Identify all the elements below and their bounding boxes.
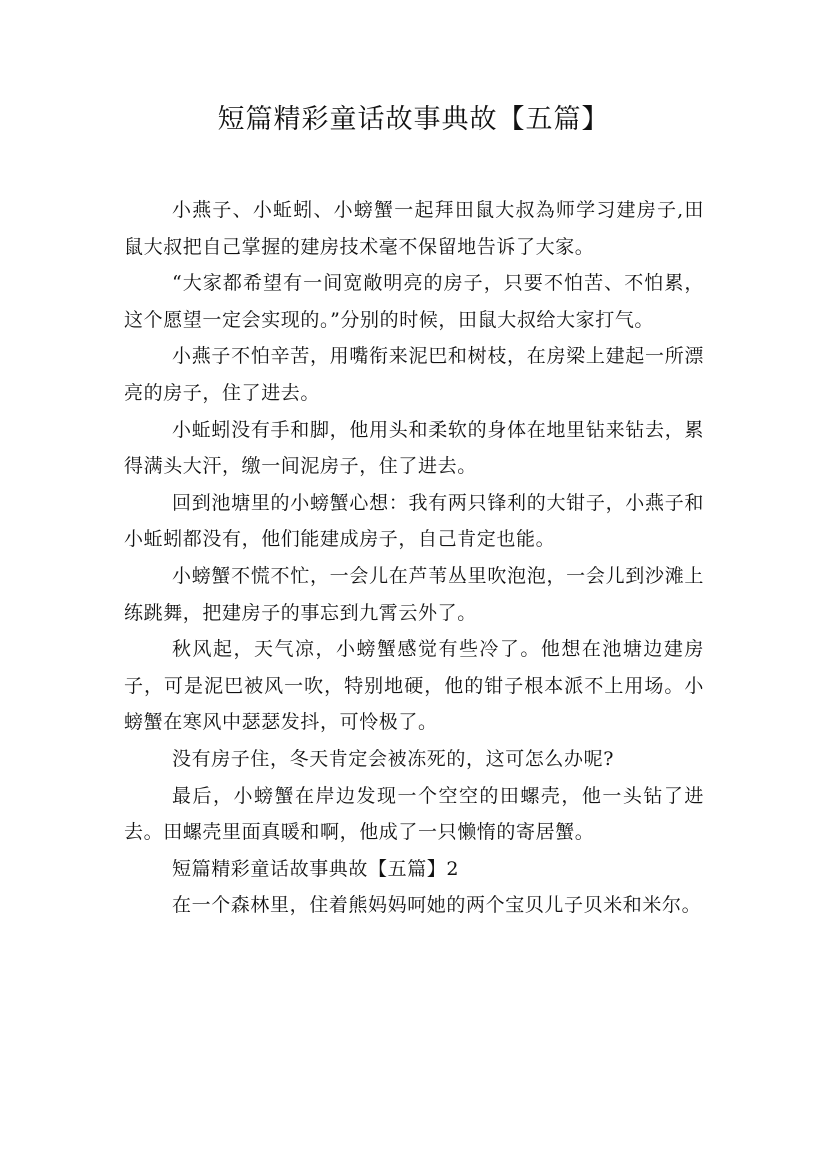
- paragraph: “大家都希望有一间宽敞明亮的房子，只要不怕苦、不怕累，这个愿望一定会实现的。”分别的时候，田鼠大叔给大家打气。: [124, 272, 704, 331]
- paragraph: 回到池塘里的小螃蟹心想：我有两只锋利的大钳子，小燕子和小蚯蚓都没有，他们能建成房子，自己肯定也能。: [124, 491, 704, 551]
- document-title: 短篇精彩童话故事典故【五篇】: [217, 104, 610, 135]
- paragraph: 秋风起，天气凉，小螃蟹感觉有些冷了。他想在池塘边建房子，可是泥巴被风一吹，特别地硬，他的钳子根本派不上用场。小螃蟹在寒风中瑟瑟发抖，可怜极了。: [124, 638, 704, 734]
- section-heading: 短篇精彩童话故事典故【五篇】2: [172, 857, 460, 880]
- paragraph: 小燕子不怕辛苦，用嘴衔来泥巴和树枝，在房梁上建起一所漂亮的房子，住了进去。: [124, 345, 704, 404]
- document-body: [124, 192, 704, 924]
- paragraph: 在一个森林里，住着熊妈妈呵她的两个宝贝儿子贝米和米尔。: [172, 894, 702, 917]
- paragraph: 小螃蟹不慌不忙，一会儿在芦苇丛里吹泡泡，一会儿到沙滩上练跳舞，把建房子的事忘到九霄云外了。: [124, 564, 704, 624]
- paragraph: 最后，小螃蟹在岸边发现一个空空的田螺壳，他一头钻了进去。田螺壳里面真暖和啊，他成了一只懒惰的寄居蟹。: [124, 784, 704, 844]
- paragraph: 小燕子、小蚯蚓、小螃蟹一起拜田鼠大叔為师学习建房子,田鼠大叔把自己掌握的建房技术毫不保留地告诉了大家。: [124, 199, 704, 258]
- paragraph: 没有房子住，冬天肯定会被冻死的，这可怎么办呢?: [172, 747, 614, 770]
- paragraph: 小蚯蚓没有手和脚，他用头和柔软的身体在地里钻来钻去，累得满头大汗，缴一间泥房子，住了进去。: [124, 418, 704, 478]
